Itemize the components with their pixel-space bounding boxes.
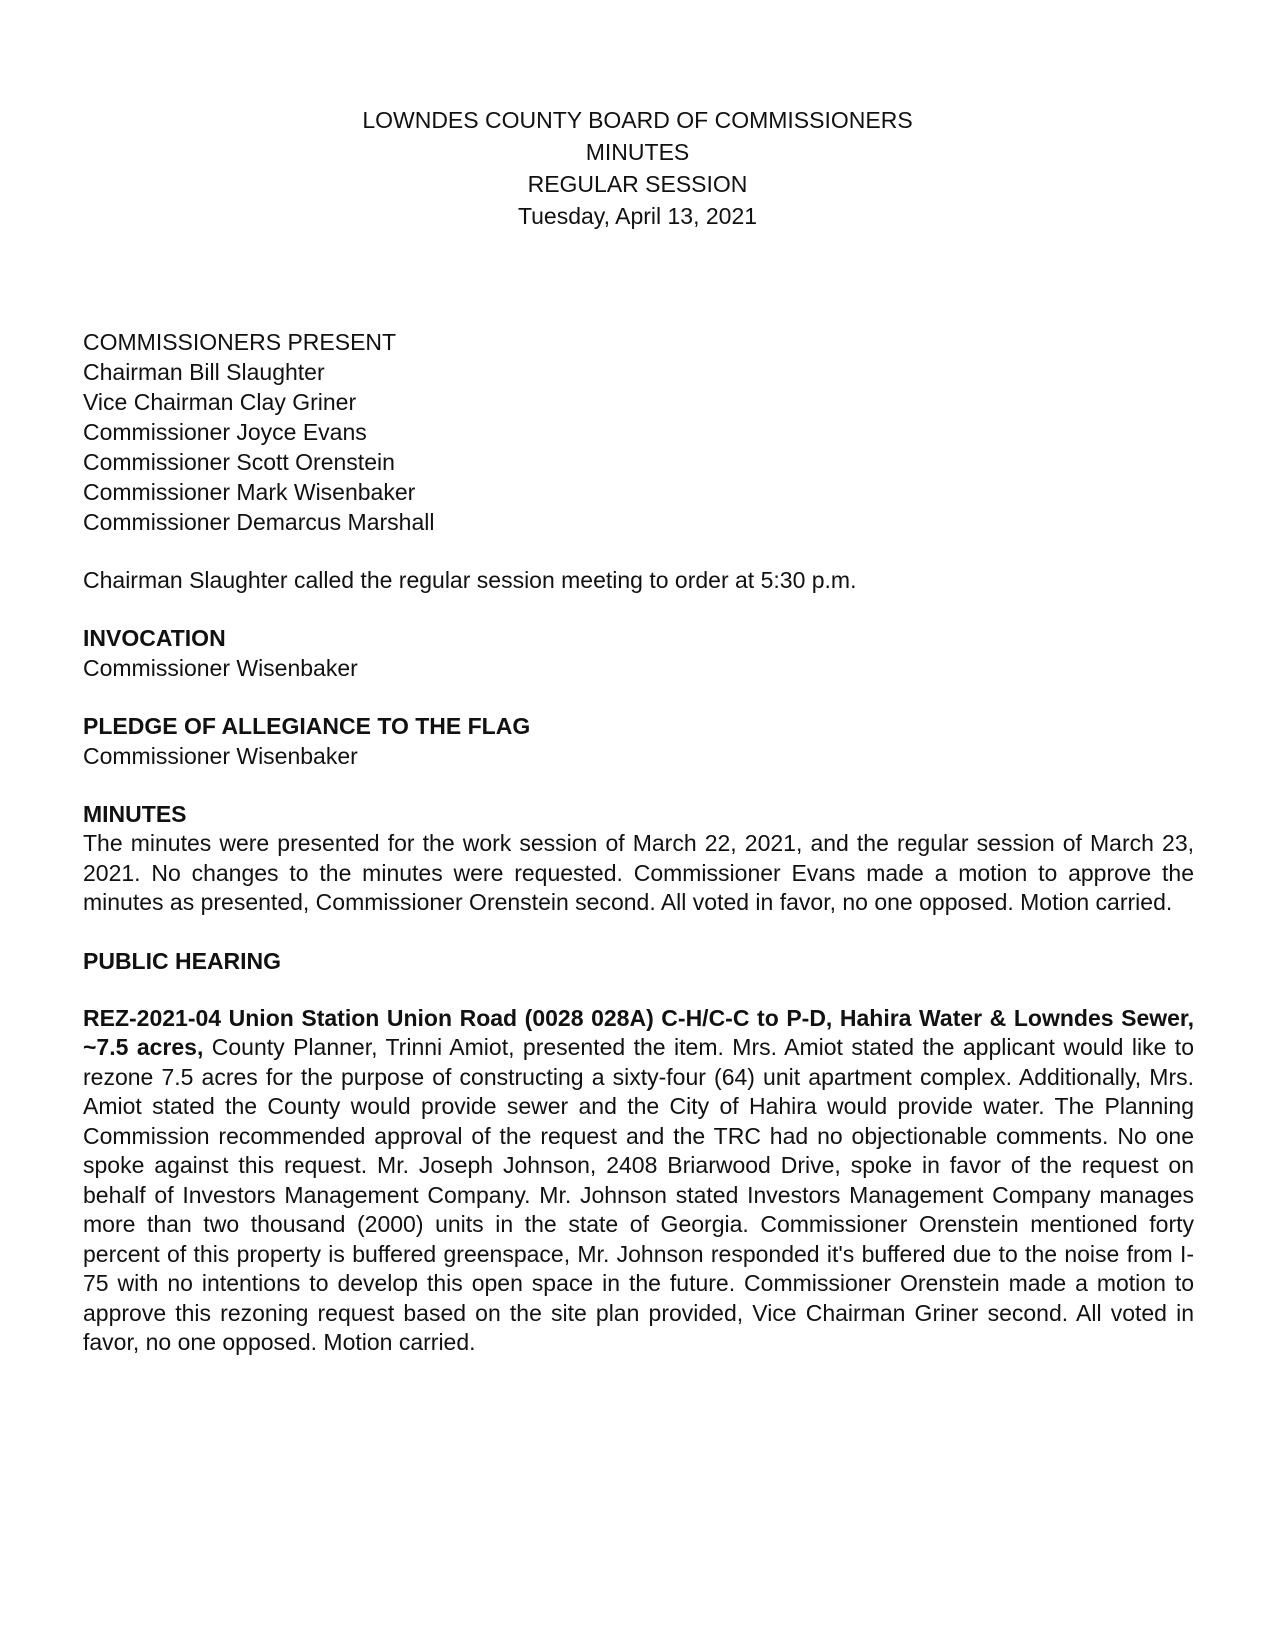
public-hearing-section [83,946,1194,1358]
org-name: LOWNDES COUNTY BOARD OF COMMISSIONERS [362,107,913,133]
member-item: Chairman Bill Slaughter [83,359,325,385]
invocation-section [83,623,1194,683]
document-header [0,104,1275,232]
member-item: Commissioner Scott Orenstein [83,449,395,475]
minutes-text: The minutes were presented for the work session of March 22, 2021, and the regular session of March 23, 2021. No changes to the minutes were requested. Commissioner Evans made a motion to approve the minutes as presented, Commissioner Orenstein second. All voted in favor, no one opposed. Motion carried. [83,830,1194,915]
invocation-heading: INVOCATION [83,625,226,651]
rezoning-item-title: REZ-2021-04 Union Station Union Road (0028 028A) C-H/C-C to P-D, Hahira Water & Lowndes Sewer, ~7.5 acres, [83,1004,1194,1060]
member-item: Vice Chairman Clay Griner [83,389,357,415]
document-type: MINUTES [585,139,690,165]
call-to-order: Chairman Slaughter called the regular session meeting to order at 5:30 p.m. [83,567,857,593]
meeting-date: Tuesday, April 13, 2021 [517,203,758,229]
minutes-section [83,799,1194,918]
pledge-heading: PLEDGE OF ALLEGIANCE TO THE FLAG [83,713,531,739]
member-item: Commissioner Joyce Evans [83,419,367,445]
present-heading: COMMISSIONERS PRESENT [83,329,397,355]
public-hearing-heading: PUBLIC HEARING [83,947,282,974]
pledge-text: Commissioner Wisenbaker [83,743,358,769]
rezoning-item-text: County Planner, Trinni Amiot, presented the item. Mrs. Amiot stated the applicant would like to rezone 7.5 acres for the purpose of constructing a sixty-four (64) unit apartment complex. Additionally, Mrs. Amiot stated the County would provide sewer and the City of Hahira would provide water. The Planning Commission recommended approval of the request and the TRC had no objectionable comments. No one spoke against this request. Mr. Joseph Johnson, 2408 Briarwood Drive, spoke in favor of the request on behalf of Investors Management Company. Mr. Johnson stated Investors Management Company manages more than two thousand (2000) units in the state of Georgia. Commissioner Orenstein mentioned forty percent of this property is buffered greenspace, Mr. Johnson responded it's buffered due to the noise from I-75 with no intentions to develop this open space in the future. Commissioner Orenstein made a motion to approve this rezoning request based on the site plan provided, Vice Chairman Griner second. All voted in favor, no one opposed. Motion carried. [83,1034,1194,1355]
rezoning-item [83,1004,1194,1358]
commissioners-present [83,327,1194,537]
pledge-section [83,711,1194,771]
member-item: Commissioner Demarcus Marshall [83,509,435,535]
session-type: REGULAR SESSION [527,171,748,197]
minutes-heading: MINUTES [83,801,187,827]
document-body [83,327,1194,1358]
member-item: Commissioner Mark Wisenbaker [83,479,416,505]
invocation-text: Commissioner Wisenbaker [83,655,358,681]
